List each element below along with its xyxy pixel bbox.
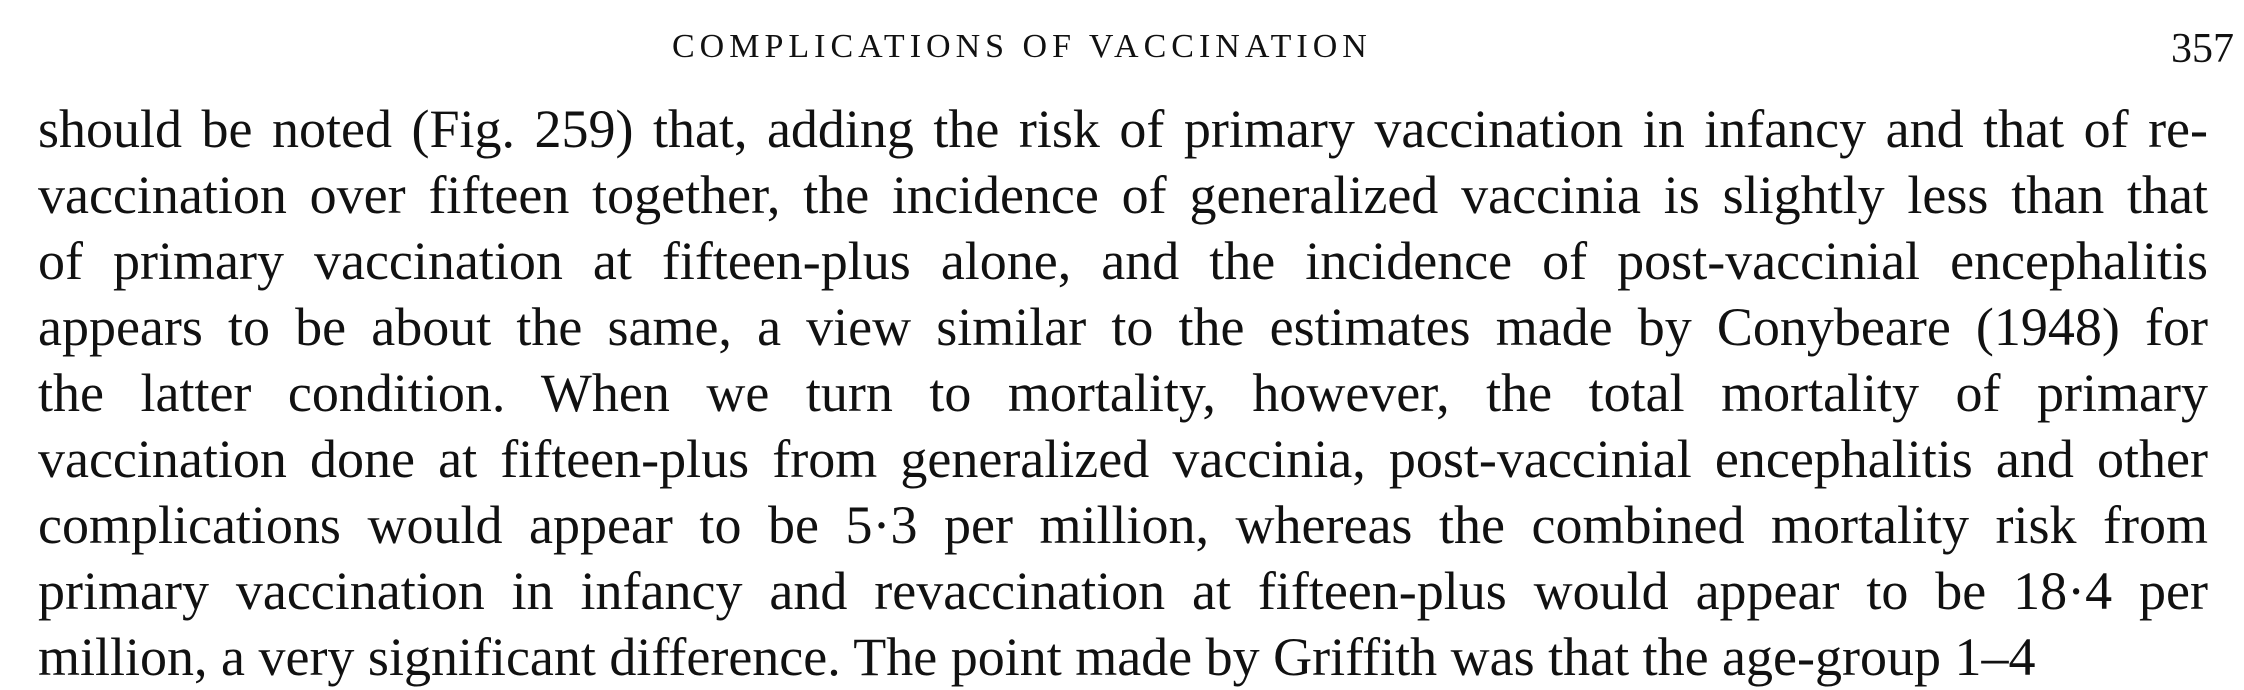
body-paragraph xyxy=(38,96,2208,690)
text-line: primary vaccination in infancy and revaccination at fifteen-plus would appear to be 18·4 per xyxy=(38,561,2208,621)
text-line: the latter condition. When we turn to mortality, however, the total mortality of primary xyxy=(38,363,2208,423)
running-head xyxy=(0,22,2244,72)
running-title: COMPLICATIONS OF VACCINATION xyxy=(672,28,1372,65)
page-number: 357 xyxy=(2171,26,2234,72)
text-line: vaccination over fifteen together, the incidence of generalized vaccinia is slightly less than that xyxy=(38,165,2208,225)
text-line: complications would appear to be 5·3 per million, whereas the combined mortality risk from xyxy=(38,495,2208,555)
text-line: appears to be about the same, a view similar to the estimates made by Conybeare (1948) for xyxy=(38,297,2208,357)
text-line: of primary vaccination at fifteen-plus alone, and the incidence of post-vaccinial encephalitis xyxy=(38,231,2208,291)
text-line: million, a very significant difference. The point made by Griffith was that the age-group 1–4 xyxy=(38,627,2036,687)
text-line: should be noted (Fig. 259) that, adding the risk of primary vaccination in infancy and that of re- xyxy=(38,99,2208,159)
text-line: vaccination done at fifteen-plus from generalized vaccinia, post-vaccinial encephalitis and other xyxy=(38,429,2208,489)
